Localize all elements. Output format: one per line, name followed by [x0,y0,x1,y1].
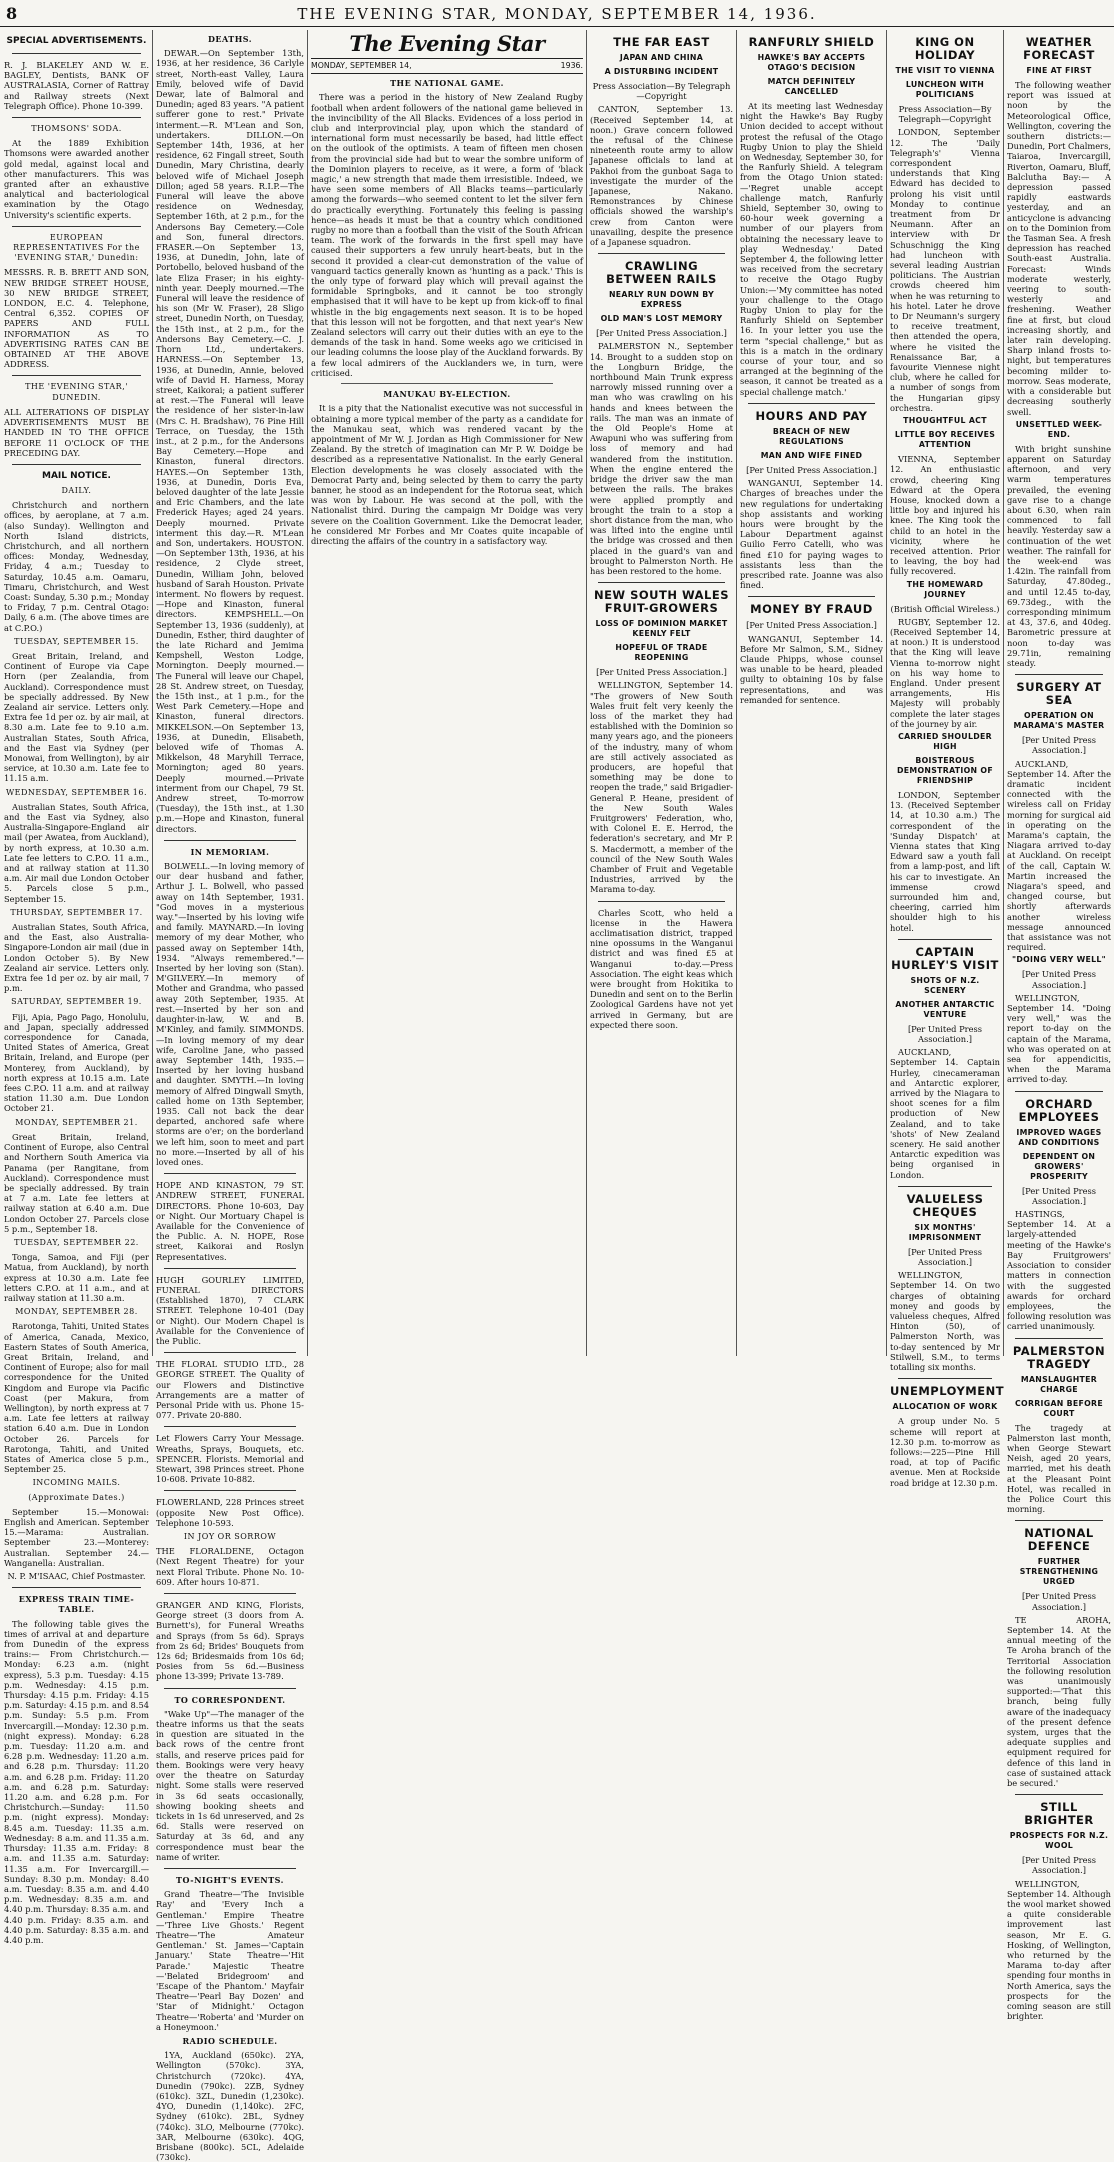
column-2 [156,30,304,2162]
dentist-ad: R. J. BLAKELEY AND W. E. BAGLEY, Dentists, BANK OF AUSTRALASIA, Corner of Rattray and Railway streets (Next Telegraph Office). Phone 10-399. [4,60,149,111]
alterations-notice: ALL ALTERATIONS OF DISPLAY ADVERTISEMENTS MUST BE HANDED IN TO THE OFFICE BEFORE 11 O'CLOCK OF THE PRECEDING DAY. [4,406,149,458]
shots-subhead: SHOTS OF N.Z. SCENERY [910,975,980,995]
hours-pay-heading: HOURS AND PAY [755,408,868,423]
star-dunedin-heading: THE 'EVENING STAR,' DUNEDIN. [25,382,128,402]
gourley-ad: HUGH GOURLEY LIMITED, FUNERAL DIRECTORS (Established 1870), 7 CLARK STREET. Telephone 10-401 (Day or Night). Our Modern Chapel is Available for the Convenience of the Public. [156,1274,304,1346]
match-cancelled-subhead: MATCH DEFINITELY CANCELLED [767,77,856,96]
defence-body: TE AROHA, September 14. At the annual meeting of the Te Aroha branch of the Territorial Association the following resolution was unanimously supported:—'That this branch, being fully aware of the inadequacy of the present defence system, urges that the adequate supplies and equipment required for defence of this land in case of sustained attack be secured.' [1007,1614,1111,1788]
monday-21-heading: MONDAY, SEPTEMBER 21. [15,1117,138,1127]
mail-notice-heading: MAIL NOTICE. [42,470,111,481]
valueless-credit: [Per United Press Association.] [907,1246,983,1268]
column-rule [886,30,887,1356]
column-5 [740,30,883,1356]
boisterous-subhead: BOISTEROUS DEMONSTRATION OF FRIENDSHIP [897,755,993,785]
palmerston-body: The tragedy at Palmerston last month, when George Stewart Neish, aged 20 years, married, met his death at the Pleasant Point Hotel, was recalled in the Police Court this morning. [1007,1422,1111,1515]
fine-first-subhead: FINE AT FIRST [1026,66,1092,75]
european-heading: EUROPEAN REPRESENTATIVES For the 'EVENING STAR,' Dunedin: [13,232,140,263]
palmerston-heading: PALMERSTON TRAGEDY [1012,1343,1106,1371]
column-rule [736,30,737,1356]
loss-market-subhead: LOSS OF DOMINION MARKET KEENLY FELT [595,619,728,639]
orchard-credit: [Per United Press Association.] [1021,1185,1097,1206]
granger-king-ad: GRANGER AND KING, Florists, George street (3 doors from A. Burnett's), for Funeral Wreaths and Sprays (from 5s 6d). Sprays from 2s 6d; Brides' Bouquets from 12s 6d; Bridesmaids from 10s 6d; Posies from 5s 6d.—Business phone 13-399; Private 13-789. [156,1600,304,1682]
operation-subhead: OPERATION ON MARAMA'S MASTER [1013,711,1105,731]
correspondent-heading: TO CORRESPONDENT. [174,1694,286,1705]
surgery-body: AUCKLAND, September 14. After the dramatic incident connected with the wireless call on Friday morning for surgical aid in operating on the Marama's captain, the Niagara arrived to-day at Auckland. On receipt of the call, Captain W. Martin increased the Niagara's speed, and changed course, but shortly afterwards another wireless message announced that assistance was not required. [1007,758,1111,953]
manukau-body: It is a pity that the Nationalist executive was not successful in obtaining a more typical member of the party as a candidate for the Manukau seat, which was rendered vacant by the appointment of Mr W. J. Jordan as High Commissioner for New Zealand. By the stretch of imagination can Mr P. W. Doidge be described as a representative Nationalist. In the early General Election developments he was closely associated with the Democrat Party and, being selected by them to carry the party banner, he stood as an independent for the Rotorua seat, which was won by Labour. He was second at the poll, with the Nationalist third. During the campaign Mr Doidge was very severe on the Coalition Government. Like the Democrat leader, he considered Mr Forbes and Mr Coates quite incapable of directing the affairs of the country in a satisfactory way. [311,403,583,546]
homeward-credit: (British Official Wireless.) [890,603,1000,614]
radio-body: 1YA, Auckland (650kc). 2YA, Wellington (570kc). 3YA, Christchurch (720kc). 4YA, Dunedin (790kc). 2ZB, Sydney (610kc). 3ZL, Dunedin (1,230kc). 4YO, Dunedin (1,140kc). 2FC, Sydney (610kc). 2BL, Sydney (740kc). 3LO, Melbourne (770kc). 3AR, Melbourne (630kc). 4QG, Brisbane (800kc). 5CL, Adelaide (730kc). [156,2050,304,2162]
column-4 [590,30,733,1356]
column-rule [307,30,308,1356]
editorial-heading: THE NATIONAL GAME. [390,78,504,89]
defence-credit: [Per United Press Association.] [1021,1591,1097,1612]
surgery-credit: [Per United Press Association.] [1021,735,1097,756]
brighter-body: WELLINGTON, September 14. Although the wool market showed a quite considerable improvement last season, Mr E. G. Hosking, of Wellington, who returned by the Marama to-day after spending four months in North America, says the prospects for the coming season are still brighter. [1007,1878,1111,2022]
column-7 [1007,30,1111,2022]
memoriam-body: BOLWELL.—In loving memory of our dear husband and father, Arthur J. L. Bolwell, who passed away on 14th September, 1931. "God moves in a mysterious way."—Inserted by his loving wife and family. MAYNARD.—In loving memory of my dear Mother, who passed away on September 14th, 1934. "Always remembered."—Inserted by her loving son (Stan). M'GILVERY.—In memory of Mother and Grandma, who passed away 20th September, 1935. At rest.—Inserted by her son and daughter-in-law, W. and B. M'Kinley, and family. SIMMONDS.—In loving memory of my dear wife, Caroline Jane, who passed away September 14th, 1935.—Inserted by her loving husband and daughter. SMYTH.—In loving memory of Alfred Dingwall Smyth, called home on 13th September, 1935. Call not back the dear departed, anchored safe where storms are o'er; on the borderland we left him, soon to meet and part no more.—Inserted by all of his loved ones. [156,861,304,1167]
hope-kinaston-ad: HOPE AND KINASTON, 79 ST. ANDREW STREET, FUNERAL DIRECTORS. Phone 10-603, Day or Night. Our Mortuary Chapel is Available for the Convenience of the Public. A. N. HOPE, Rose street, Kaikorai and Roslyn Representatives. [156,1180,304,1262]
weather-body: The following weather report was issued at noon by the Meteorological Office, Wellington, covering the southern districts:—Dunedin, Port Chalmers, Taiaroa, Invercargill, Riverton, Oamaru, Bluff, Balclutha Bay:— A depression passed rapidly eastwards yesterday, and an anticyclone is advancing on to the Dominion from the Tasman Sea. A fresh depression has reached South-east Australia. Forecast: Winds moderate westerly, veering to south-westerly and freshening. Weather fine at first, but cloud increasing shortly, and later rain developing. Sharp inland frosts to-night, but temperatures becoming milder to-morrow. Seas moderate, with a considerable but decreasing southerly swell. [1007,80,1111,417]
flowerland-ad: FLOWERLAND, 228 Princes street (opposite New Post Office). Telephone 10-593. [156,1497,304,1528]
incoming-mails-heading: INCOMING MAILS. [32,1478,121,1488]
captain-hurley-heading: CAPTAIN HURLEY'S VISIT [891,944,999,972]
memoriam-heading: IN MEMORIAM. [190,846,270,857]
correspondent-body: "Wake Up"—The manager of the theatre informs us that the seats in question are situated in the back rows of the centre front stalls, and reserve prices paid for them. Bookings were very heavy over the theatre on Saturday night. Some stalls were reserved in 3s 6d seats occasionally, showing booking sheets and tickets in 1s 6d unreserved, and 2s 6d. Stalls were reserved on Saturday at 3s 6d, and any correspondence must bear the name of writer. [156,1708,304,1862]
ranfurly-body: At its meeting last Wednesday night the Hawke's Bay Rugby Union decided to accept without protest the refusal of the Otago Rugby Union to play the Shield on Wednesday, September 30, for the Ranfurly Shield. A telegram from the Otago Union stated:—'Regret unable accept challenge match, Ranfurly Shield, September 30, owing to 60-hour week governing a number of our players from obtaining the necessary leave to play Wednesday.' Dated September 4, the following letter was received from the secretary to receive the Otago Rugby Union:—'My committee has noted your challenge to the Otago Rugby Union to play for the Ranfurly Shield on September 16. In your letter you use the term "special challenge," but as this is a match in the ordinary course of your tour, and so arranged at the beginning of the season, it cannot be treated as a special challenge match.' [740,101,883,397]
express-heading: EXPRESS TRAIN TIME-TABLE. [18,1594,135,1615]
king-holiday-heading: KING ON HOLIDAY [914,35,976,62]
hours-body: WANGANUI, September 14. Charges of breaches under the new regulations for undertaking shop assistants and working hours were brought by the Labour Department against Guilio Ferro Catelli, who was fined £10 for paying wages to assistants less than the prescribed rate. Joanne was also fined. [740,478,883,591]
crawling-heading: CRAWLING BETWEEN RAILS [606,259,717,287]
thoughtful-subhead: THOUGHTFUL ACT [903,416,987,426]
column-rule [586,30,587,1356]
deaths-body: DEWAR.—On September 13th, 1936, at her residence, 36 Carlyle street, North-east Valley, Laura Emily, beloved wife of David Dewar, late of Balmoral and Dunedin; aged 83 years. "A patient sufferer gone to rest." Private interment.—R. M'Lean and Son, undertakers. DILLON.—On September 14th, 1936, at her residence, 62 Fingall street, South Dunedin, Mary Christina, dearly beloved wife of Michael Joseph Dillon; aged 58 years. R.I.P.—The Funeral will leave the above residence on Wednesday, September 16th, at 2 p.m., for the Andersons Bay Cemetery.—Cole and Son, funeral directors. FRASER.—On September 13, 1936, at Dunedin, John, late of Portobello, beloved husband of the late Eliza Fraser; in his eighty-ninth year. Deeply mourned.—The Funeral will leave the residence of his son (Mr W. Fraser), 28 Sligo street, Dunedin North, on Tuesday, the 15th inst., at 2 p.m., for the Andersons Bay Cemetery.—C. J. Thorn Ltd., undertakers. HARNESS.—On September 13, 1936, at Dunedin, Annie, beloved wife of David H. Harness, Moray street, Kaikorai; a patient sufferer at rest.—The Funeral will leave the residence of her sister-in-law (Mrs C. H. Bradshaw), 76 Pine Hill Terrace, on Tuesday, the 15th inst., at 2 p.m., for the Andersons Bay Cemetery.—Hope and Kinaston, funeral directors. HAYES.—On September 13th, 1936, at Dunedin, Doris Eva, beloved daughter of the late Jessie and Eric Chambers, and the late Frederick Hayes; aged 24 years. Deeply mourned. Private interment this day.—R. M'Lean and Son, undertakers. HOUSTON.—On September 13th, 1936, at his residence, 2 Clyde street, Dunedin, William John, beloved husband of Sarah Houston. Private interment. No flowers by request.—Hope and Kinaston, funeral directors. KEMPSHELL.—On September 13, 1936 (suddenly), at Dunedin, Esther, third daughter of the late Richard and Jemima Kempshell, Weston Lodge, Mornington. Deeply mourned.—The Funeral will leave our Chapel, 28 St. Andrew street, on Tuesday, the 15th inst., at 1 p.m., for the West Park Cemetery.—Hope and Kinaston, funeral directors. MIKKELSON.—On September 13, 1936, at Dunedin, Elisabeth, beloved wife of Thomas A. Mikkelson, 48 Maryhill Terrace, Mornington; aged 80 years. Deeply mourned.—Private interment from our Chapel, 79 St. Andrew street, To-morrow (Tuesday), the 15th inst., at 1.30 p.m.—Hope and Kinaston, funeral directors. [156,48,304,834]
prospects-subhead: PROSPECTS FOR N.Z. WOOL [1009,1831,1109,1851]
paper-nameplate: The Evening Star [349,31,545,56]
monday-28-heading: MONDAY, SEPTEMBER 28. [15,1307,138,1317]
king-body: LONDON, September 12. The 'Daily Telegraph's' Vienna correspondent understands that King Edward has decided to prolong his visit until Monday to continue treatment from Dr Neumann. After an interview with Dr Schuschnigg the King had luncheon with several leading Austrian politicians. The Austrian crowds cheered him when he was returning to his hotel. Later he drove to Dr Neumann's surgery to receive treatment, then attended the opera, where he visited the Renaissance Bar, a favourite Viennese night club, where he called for a number of songs from the Hungarian gipsy orchestra. [890,127,1000,413]
tonights-events-heading: TO-NIGHT'S EVENTS. [176,1874,284,1885]
floral-studio-ad: THE FLORAL STUDIO LTD., 28 GEORGE STREET. The Quality of our Flowers and Distinctive Arrangements are a matter of Personal Pride with us. Phone 15-077. Private 20-880. [156,1359,304,1421]
surgery-heading: SURGERY AT SEA [1016,680,1102,708]
far-east-body: CANTON, September 13. (Received September 14, at noon.) Grave concern followed the refusal of the Chinese nineteenth route army to allow Japanese officials to land at Pakhoi from the gunboat Saga to investigate the murder of the Japanese, Nakano. Remonstrances by Chinese officials showed the warship's crew from Canton were unavailing, despite the presence of a Japanese squadron. [590,104,733,248]
nsw-body: WELLINGTON, September 14. "The growers of New South Wales fruit felt very keenly the loss of the market they had established with the Dominion so many years ago, and the pioneers of the industry, many of whom are still actively associated as producers, are hopeful that something may be done to reopen the trade," said Brigadier-General P. Heane, president of the New South Wales Fruitgrowers' Federation, who, with Colonel E. E. Herrod, the federation's secretary, and Mr P. S. Macdermott, a member of the council of the New South Wales Chamber of Fruit and Vegetable Industries, arrived by the Marama to-day. [590,680,733,895]
shoulder-body: LONDON, September 13. (Received September 14, at 10.30 a.m.) The correspondent of the 'Sunday Dispatch' at Vienna states that King Edward saw a youth fall from a lamp-post, and lift his car to investigate. An immense crowd surrounded him and, cheering, carried him shoulder high to his hotel. [890,789,1000,933]
man-wife-subhead: MAN AND WIFE FINED [760,450,863,460]
brighter-credit: [Per United Press Association.] [1021,1855,1097,1876]
doing-well-body: WELLINGTON, September 14. "Doing very well," was the report to-day on the captain of the Marama, who was operated on at sea for appendicitis, when the Marama arrived to-day. [1007,992,1111,1085]
improved-subhead: IMPROVED WAGES AND CONDITIONS [1016,1127,1102,1147]
visit-vienna-subhead: THE VISIT TO VIENNA [895,66,995,75]
tuesday-15-body: Great Britain, Ireland, and Continent of Europe via Cape Horn (per Zealandia, from Auckland). Correspondence must be specially addressed. By New Zealand air service. Letters only. Extra fee 1d per oz. by air mail, at 8.30 a.m. Late fee to 9.10 a.m. Australian States, South Africa, and the East via Sydney (per Monowai, from Wellington), by air service, at 10.30 a.m. Late fee to 11.15 a.m. [4,650,149,784]
daily-body: Christchurch and northern offices, by aeroplane, at 7 a.m. (also Sunday). Wellington and North Island districts, Christchurch, and all northern offices: Monday, Wednesday, Friday, 4 a.m.; Tuesday to Saturday, 10.45 a.m. Oamaru, Timaru, Christchurch, and West Coast: Sunday, 5.30 p.m.; Monday to Friday, 7 p.m. Central Otago: Daily, 6 a.m. (The above times are at C.P.O.) [4,500,149,633]
tuesday-15-heading: TUESDAY, SEPTEMBER 15. [14,636,139,646]
brighter-heading: STILL BRIGHTER [1024,1800,1094,1828]
money-body: WANGANUI, September 14. Before Mr Salmon, S.M., Sidney Claude Phipps, whose counsel was unable to be heard, pleaded guilty to obtaining 10s by false representations, and was remanded for sentence. [740,633,883,705]
column-rule [1003,30,1004,1356]
tuesday-22-body: Tonga, Samoa, and Fiji (per Matua, from Auckland), by north express at 10.30 a.m. Late fee letters C.P.O. at 11 a.m., and at railway station at 11.30 a.m. [4,1252,149,1303]
dependent-subhead: DEPENDENT ON GROWERS' PROSPERITY [1022,1151,1096,1181]
express-body: The following table gives the times of arrival at and departure from Dunedin of the express trains:— From Christchurch.—Monday: 6.23 a.m. (night express), 5.3 p.m. Tuesday: 4.15 p.m. Wednesday: 4.15 p.m. Thursday: 4.15 p.m. Friday: 4.15 p.m. Saturday: 4.15 p.m. and 8.54 p.m. Sunday: 5.5 p.m. From Invercargill.—Monday: 12.30 p.m. (night express). Monday: 6.28 p.m. Tuesday: 11.20 a.m. and 6.28 p.m. Wednesday: 11.20 a.m. and 6.28 p.m. Thursday: 11.20 a.m. and 6.28 p.m. Friday: 11.20 a.m. and 6.28 p.m. Saturday: 11.20 a.m. and 6.28 p.m. For Christchurch.—Sunday: 11.50 p.m. (night express). Monday: 8.45 a.m. Tuesday: 11.35 a.m. Wednesday: 8 a.m. and 11.35 a.m. Thursday: 11.35 a.m. Friday: 8 a.m. and 11.35 a.m. Saturday: 11.35 a.m. For Invercargill.—Sunday: 8.30 p.m. Monday: 8.40 a.m. Tuesday: 8.35 a.m. and 4.40 p.m. Wednesday: 8.35 a.m. and 4.40 p.m. Thursday: 8.35 a.m. and 4.40 p.m. Friday: 8.35 a.m. and 4.40 p.m. Saturday: 8.35 a.m. and 4.40 p.m. [4,1618,149,1945]
tuesday-22-heading: TUESDAY, SEPTEMBER 22. [14,1237,139,1247]
captain-credit: [Per United Press Association.] [907,1023,983,1045]
defence-heading: NATIONAL DEFENCE [1024,1526,1094,1554]
thursday-17-heading: THURSDAY, SEPTEMBER 17. [10,907,143,917]
unemployment-body: A group under No. 5 scheme will report at 12.30 p.m. to-morrow as follows:—225—Pine Hill road, at top of Pacific avenue. Men at Rockside road bridge at 12.30 p.m. [890,1416,1000,1488]
flowers-message-ad: Let Flowers Carry Your Message. Wreaths, Sprays, Bouquets, etc. SPENCER. Florists. Memorial and Stewart, 398 Princes street. Phone 10-608. Private 10-882. [156,1433,304,1485]
incoming-mails-sub: (Approximate Dates.) [28,1492,125,1502]
dateline-date: MONDAY, SEPTEMBER 14, [311,61,412,70]
editorial-body: There was a period in the history of New Zealand Rugby football when ardent followers of the national game believed in the invincibility of the All Blacks. Evidences of a loss period in club and interprovincial play, upon which the standard of international form must necessarily be based, had little effect on the outlook of the optimists. A team of fifteen men chosen from the provincial side had but to wear the sombre uniform of the Dominion players to receive, as it were, a form of 'black magic,' a new strength that made them irresistible. Indeed, we have seen some members of All Blacks teams—particularly among the forwards—who seemed content to let the silver fern do practically everything. Fortunately this feeling is passing hence—as heads it must be that a country which conditioned rugby no more than a football than the visit of the South African team. The work of the forwards in the first spell may have caused their supporters a few unruly heart-beats, but in the second it provided a clear-cut demonstration of the value of vanguard tactics generally known as 'hunting as a pack.' This is the only type of forward play which will prevail against the formidable Springboks, and it cannot be too strongly emphasised that it will have to be kept up from kick-off to final whistle in the big engagements next season. It is to be hoped that this lesson will not be forgotten, and that next year's New Zealand selectors will carry out their duties with an eye to the demands of the task in hand. Some weeks ago we criticised in our leading columns the loose play of the Auckland forwards. By a few local admirers of the Aucklanders we, in turn, were criticised. [311,92,583,378]
money-credit: [Per United Press Association.] [746,620,877,631]
japan-china-subhead: JAPAN AND CHINA [619,53,704,62]
page-number: 8 [6,4,18,23]
thomsons-body: At the 1889 Exhibition Thomsons were awarded another gold medal, against local and other manufacturers. This was granted after an exhaustive analytical and bacteriological examination by the Otago University's scientific experts. [4,138,149,220]
luncheon-subhead: LUNCHEON WITH POLITICIANS [905,80,985,99]
nsw-credit: [Per United Press Association.] [596,667,727,678]
disturbing-subhead: A DISTURBING INCIDENT [604,67,719,76]
valueless-heading: VALUELESS CHEQUES [906,1191,984,1219]
doing-well-credit: [Per United Press Association.] [1021,969,1097,990]
charles-scott-item: Charles Scott, who held a license in the Hawera acclimatisation district, trapped nine opossums in the Wanganui district and was fined £5 at Wanganui to-day.—Press Association. The eight keas which were brought from Hokitika to Dunedin and sent on to the Berlin Zoological Gardens have not yet arrived in Germany, but are expected there soon. [590,907,733,1030]
further-subhead: FURTHER STRENGTHENING URGED [1019,1557,1099,1587]
column-3-editorial [311,30,583,1356]
column-6 [890,30,1005,1488]
thursday-17-body: Australian States, South Africa, and the East, also Australia-Singapore-London air mail (due in London October 5). By New Zealand air service. Letters only. Extra fee 1d per oz. by air mail, 7 p.m. [4,922,149,994]
dateline-year: 1936. [560,61,583,70]
column-rule [152,30,153,1356]
saturday-19-body: Fiji, Apia, Pago Pago, Honolulu, and Japan, specially addressed correspondence for Canada, United States of America, Great Britain, Ireland, and Europe (per Monterey, from Auckland), by north express at 10.15 a.m. Late fees C.P.O. 11 a.m. and at railway station 11.30 a.m. Due London October 21. [4,1011,149,1114]
wednesday-16-heading: WEDNESDAY, SEPTEMBER 16. [5,787,148,797]
captain-body: AUCKLAND, September 14. Captain Hurley, cinecameraman and Antarctic explorer, arrived by the Niagara to shoot scenes for a film production of New Zealand, and to take 'shots' of New Zealand scenery. He said another Antarctic expedition was being organised in London. [890,1047,1000,1180]
shoulder-subhead: CARRIED SHOULDER HIGH [898,731,992,751]
homeward-subhead: THE HOMEWARD JOURNEY [906,579,984,599]
postmaster-signature: N. P. M'ISAAC, Chief Postmaster. [7,1571,146,1582]
thomsons-heading: THOMSONS' SODA. [31,124,122,134]
deaths-heading: DEATHS. [207,34,253,44]
money-fraud-heading: MONEY BY FRAUD [750,602,873,617]
unemployment-heading: UNEMPLOYMENT [890,1384,1005,1399]
monday-21-body: Great Britain, Ireland, Continent of Europe, also Central and Northern South America via Panama (per Rangitane, from Auckland). Correspondence must be specially addressed. By train at 7 a.m. Late fee letters at railway station at 6.40 a.m. Due London October 27. Parcels close 5 p.m., September 18. [4,1131,149,1234]
antarctic-subhead: ANOTHER ANTARCTIC VENTURE [895,999,995,1019]
monday-28-body: Rarotonga, Tahiti, United States of America, Canada, Mexico, Eastern States of South America, Great Britain, Ireland, and Continent of Europe; also for mail correspondence for the United Kingdom and Europe via Pacific Coast (per Makura, from Wellington), by north express at 7 a.m. Late fee letters at railway station 6.40 a.m. Due in London October 26. Parcels for Rarotonga, Tahiti, and United States of America close 5 p.m., September 25. [4,1321,149,1475]
orchard-body: HASTINGS, September 14. At a largely-attended meeting of the Hawke's Bay Fruitgrowers' Association to consider matters in connection with the suggested awards for orchard employees, the following resolution was carried unanimously. [1007,1209,1111,1332]
little-boy-subhead: LITTLE BOY RECEIVES ATTENTION [894,430,996,450]
breach-subhead: BREACH OF NEW REGULATIONS [772,426,851,446]
saturday-19-heading: SATURDAY, SEPTEMBER 19. [11,997,142,1007]
ranfurly-heading: RANFURLY SHIELD [748,35,875,49]
unsettled-subhead: UNSETTLED WEEK-END. [1015,419,1103,439]
wednesday-16-body: Australian States, South Africa, and the East via Sydney, also Australia-Singapore-England air mail (per Awatea, from Auckland), by north express, at 10.30 a.m. Late fee letters to C.P.O. 11 a.m., and at railway station at 11.30 a.m. Air mail due London October 5. Parcels close 5 p.m., September 15. [4,801,149,904]
hours-credit: [Per United Press Association.] [746,464,877,475]
old-man-subhead: OLD MAN'S LOST MEMORY [600,314,723,324]
incoming-mails-body: September 15.—Monowai: English and American. September 15.—Marama: Australian. September 23.—Monterey: Australian. September 24.—Wanganella: Australian. [4,1506,149,1568]
floraldene-ad: THE FLORALDENE, Octagon (Next Regent Theatre) for your next Floral Tribute. Phone No. 10-609. After hours 10-871. [156,1546,304,1587]
allocation-subhead: ALLOCATION OF WORK [892,1402,998,1412]
hopeful-subhead: HOPEFUL OF TRADE REOPENING [615,643,708,663]
hawkes-bay-subhead: HAWKE'S BAY ACCEPTS OTAGO'S DECISION [757,53,866,72]
doing-well-subhead: "DOING VERY WELL" [1011,955,1107,965]
page-title: THE EVENING STAR, MONDAY, SEPTEMBER 14, 1936. [297,5,817,23]
column-1 [4,30,149,1945]
orchard-heading: ORCHARD EMPLOYEES [1018,1096,1100,1124]
nearly-run-subhead: NEARLY RUN DOWN BY EXPRESS [608,290,715,310]
crawling-body: PALMERSTON N., September 14. Brought to a sudden stop on the Longburn Bridge, the northbound Main Trunk express narrowly missed running over a man who was crawling on his hands and knees between the rails. The man was an inmate of the Old People's Home at Awapuni who was suffering from loss of memory and had wandered from the institution. When the engine entered the bridge the driver saw the man between the rails. The brakes were applied promptly and brought the train to a stop a short distance from the man, who was lifted into the engine until the bridge was crossed and then placed in the guard's van and brought to Palmerston North. He has been restored to the home. [590,341,733,576]
manslaughter-subhead: MANSLAUGHTER CHARGE [1020,1374,1098,1394]
in-joy-heading: IN JOY OR SORROW [183,1532,277,1542]
special-ads-heading: SPECIAL ADVERTISEMENTS. [6,36,147,46]
editorial-dateline [311,58,583,74]
weather-heading: WEATHER FORECAST [1023,35,1095,62]
radio-heading: RADIO SCHEDULE. [182,2035,278,2046]
little-boy-body: VIENNA, September 12. An enthusiastic crowd, cheering King Edward at the Opera House, knocked down a little boy and injured his knee. The King took the child to an hotel in the vicinity, where he received attention. Prior to leaving, the boy had fully recovered. [890,454,1000,577]
tonights-events-body: Grand Theatre—'The Invisible Ray' and 'Every Inch a Gentleman.' Empire Theatre—'Three Live Ghosts.' Regent Theatre—'The Amateur Gentleman.' St. James—'Captain January.' State Theatre—'Hit Parade.' Majestic Theatre—'Belated Bridegroom' and 'Escape of the Phantom.' Mayfair Theatre—'Pearl Bay Dozen' and 'Star of Midnight.' Octagon Theatre—'Roberta' and 'Murder on a Honeymoon.' [156,1889,304,2032]
nsw-heading: NEW SOUTH WALES FRUIT-GROWERS [593,588,730,616]
valueless-body: WELLINGTON, September 14. On two charges of obtaining money and goods by valueless cheques, Alfred Hinton (50), of Palmerston North, was to-day sentenced by Mr Stilwell, S.M., to terms totalling six months. [890,1270,1000,1373]
homeward-body: RUGBY, September 12. (Received September 14, at noon.) It is understood that the King will leave Vienna to-morrow night on his way home to England. Under present arrangements, His Majesty will probably complete the later stages of the journey by air. [890,616,1000,729]
unsettled-body: With bright sunshine apparent on Saturday afternoon, and very warm temperatures prevailed, the evening gave rise to a change about 6.30, when rain commenced to fall heavily. Yesterday saw a continuation of the wet weather. The rainfall for the week-end was 1.42in. The rainfall from Saturday, 47.80deg., and until 12.45 to-day, 69.73deg., with the corresponding minimum at 43, 37.6, and 40deg. Barometric pressure at noon to-day was 29.71in, remaining steady. [1007,443,1111,668]
messrs-ad: MESSRS. R. B. BRETT AND SON, NEW BRIDGE STREET HOUSE, 30 NEW BRIDGE STREET, LONDON, E.C. 4. Telephone, Central 6,352. COPIES OF PAPERS AND FULL INFORMATION AS TO ADVERTISING RATES CAN BE OBTAINED AT THE ABOVE ADDRESS. [4,267,149,370]
crawling-credit: [Per United Press Association.] [596,328,727,339]
manukau-heading: MANUKAU BY-ELECTION. [383,389,511,400]
corrigan-subhead: CORRIGAN BEFORE COURT [1015,1398,1103,1418]
page-header [0,0,1114,27]
far-east-heading: THE FAR EAST [613,35,710,49]
daily-heading: DAILY. [61,485,92,495]
far-east-credit: Press Association—By Telegraph—Copyright [592,81,731,102]
king-credit: Press Association—By Telegraph—Copyright [898,104,992,125]
six-months-subhead: SIX MONTHS' IMPRISONMENT [908,1222,982,1242]
